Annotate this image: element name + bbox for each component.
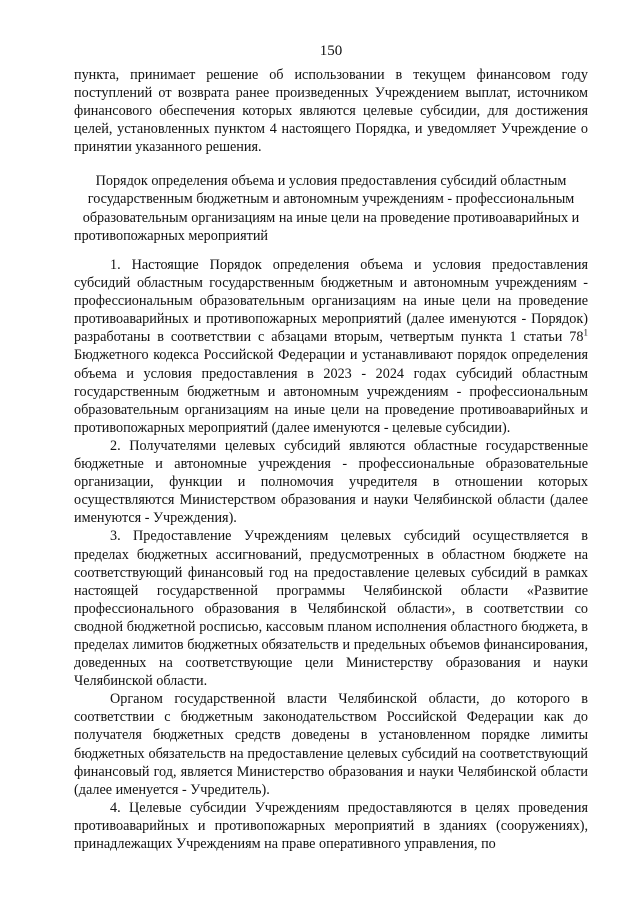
paragraph-4: Органом государственной власти Челябинской области, до которого в соответствии с бюджетным законодательством Российской Федерации как до получателя бюджетных средств доведены в установленном порядке лимиты бюджетных обязательств на предоставление целевых субсидий на соответствующий финансовый год, является Министерство образования и науки Челябинской области (далее именуется - Учредитель). xyxy=(74,691,588,798)
lead-paragraph: пункта, принимает решение об использовании в текущем финансовом году поступлений от возврата ранее произведенных Учреждением выплат, источником финансового обеспечения которых являются целевые субсидии, для достижения целей, установленных пунктом 4 настоящего Порядка, и уведомляет Учреждение о принятии указанного решения. xyxy=(74,67,588,156)
paragraph-5: 4. Целевые субсидии Учреждениям предоставляются в целях проведения противоаварийных и противопожарных мероприятий в зданиях (сооружениях), принадлежащих Учреждениям на праве оперативного управления, по xyxy=(74,799,588,852)
paragraph-1-text-b: Бюджетного кодекса Российской Федерации и устанавливают порядок определения объема и условия предоставления в 2023 - 2024 годах субсидий областным государственным бюджетным и автономным учреждениям - профессиональным образовательным организациям на иные цели на проведение противоаварийных и противопожарных мероприятий (далее именуются - целевые субсидии). xyxy=(74,347,588,436)
body-text xyxy=(74,256,588,853)
paragraph-1-superscript: 1 xyxy=(583,327,588,338)
section-heading: Порядок определения объема и условия предоставления субсидий областным государственным бюджетным и автономным учреждениям - профессиональным образовательным организациям на иные цели на проведение противоаварийных и противопожарных мероприятий xyxy=(74,173,580,244)
paragraph-1 xyxy=(74,256,588,437)
paragraph-3: 3. Предоставление Учреждениям целевых субсидий осуществляется в пределах бюджетных ассигнований, предусмотренных в областном бюджете на соответствующий финансовый год на предоставление целевых субсидий в рамках настоящей государственной программы Челябинской области «Развитие профессионального образования в Челябинской области», в соответствии со сводной бюджетной росписью, кассовым планом исполнения областного бюджета, в пределах лимитов бюджетных обязательств и предельных объемов финансирования, доведенных на соответствующие цели Министерству образования и науки Челябинской области. xyxy=(74,528,588,690)
paragraph-2: 2. Получателями целевых субсидий являются областные государственные бюджетные и автономные учреждения - профессиональные образовательные организации, функции и полномочия учредителя в отношении которых осуществляются Министерством образования и науки Челябинской области (далее именуются - Учреждения). xyxy=(74,437,588,527)
page-number: 150 xyxy=(319,43,343,59)
paragraph-1-text-a: 1. Настоящие Порядок определения объема и условия предоставления субсидий областным государственным бюджетным и автономным учреждениям - профессиональным образовательным организациям на иные цели на проведение противоаварийных и противопожарных мероприятий (далее именуются - Порядок) разработаны в соответствии с абзацами вторым, четвертым пункта 1 статьи 78 xyxy=(74,257,588,346)
